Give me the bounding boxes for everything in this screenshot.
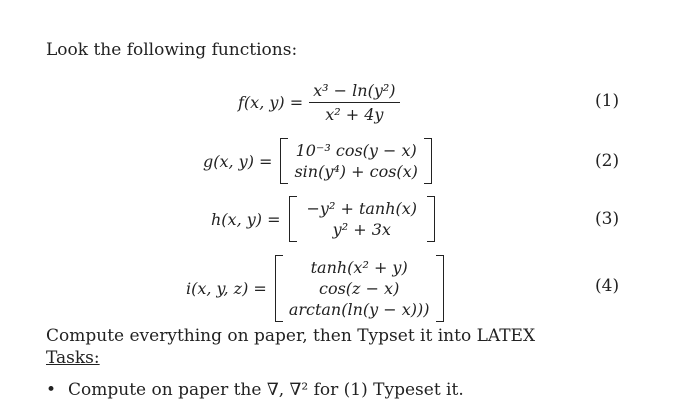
right-bracket <box>427 196 435 242</box>
equation-3-row-2: y² + 3x <box>332 220 391 239</box>
left-bracket <box>289 196 297 242</box>
instruction-text: Compute everything on paper, then Typset it into LATEX <box>46 326 536 346</box>
equation-1-numerator: x³ − ln(y²) <box>309 81 399 103</box>
equation-2-row-2: sin(y⁴) + cos(x) <box>294 162 418 181</box>
equation-2 <box>203 138 432 184</box>
right-bracket <box>424 138 432 184</box>
equation-3-lhs: h(x, y) = <box>211 209 281 229</box>
equation-3-vector <box>289 196 436 242</box>
equation-1-number: (1) <box>595 91 620 111</box>
equation-3 <box>211 196 435 242</box>
equation-2-number: (2) <box>595 151 620 171</box>
equation-4-vector <box>275 255 444 322</box>
equation-3-row-1: −y² + tanh(x) <box>306 199 418 218</box>
equation-2-vector <box>280 138 431 184</box>
left-bracket <box>280 138 288 184</box>
equation-2-row-1: 10⁻³ cos(y − x) <box>295 141 417 160</box>
equation-1 <box>238 81 400 124</box>
equation-3-number: (3) <box>595 209 620 229</box>
bullet-icon: • <box>46 380 57 400</box>
equation-4-row-3: arctan(ln(y − x))) <box>288 300 430 319</box>
equation-4 <box>186 255 444 322</box>
equation-4-row-2: cos(z − x) <box>319 279 400 298</box>
equation-1-lhs: f(x, y) = <box>238 93 304 112</box>
intro-text: Look the following functions: <box>46 40 298 60</box>
equation-1-denominator: x² + 4y <box>325 105 384 124</box>
task-item <box>46 380 464 400</box>
equation-4-lhs: i(x, y, z) = <box>186 279 267 298</box>
equation-1-fraction <box>309 81 399 124</box>
task-text: Compute on paper the ∇, ∇² for (1) Typeset it. <box>68 380 464 400</box>
equation-4-row-1: tanh(x² + y) <box>310 258 408 277</box>
equation-4-number: (4) <box>595 276 620 296</box>
right-bracket <box>436 255 444 322</box>
equation-2-lhs: g(x, y) = <box>203 151 273 171</box>
left-bracket <box>275 255 283 322</box>
tasks-heading: Tasks: <box>46 348 100 368</box>
